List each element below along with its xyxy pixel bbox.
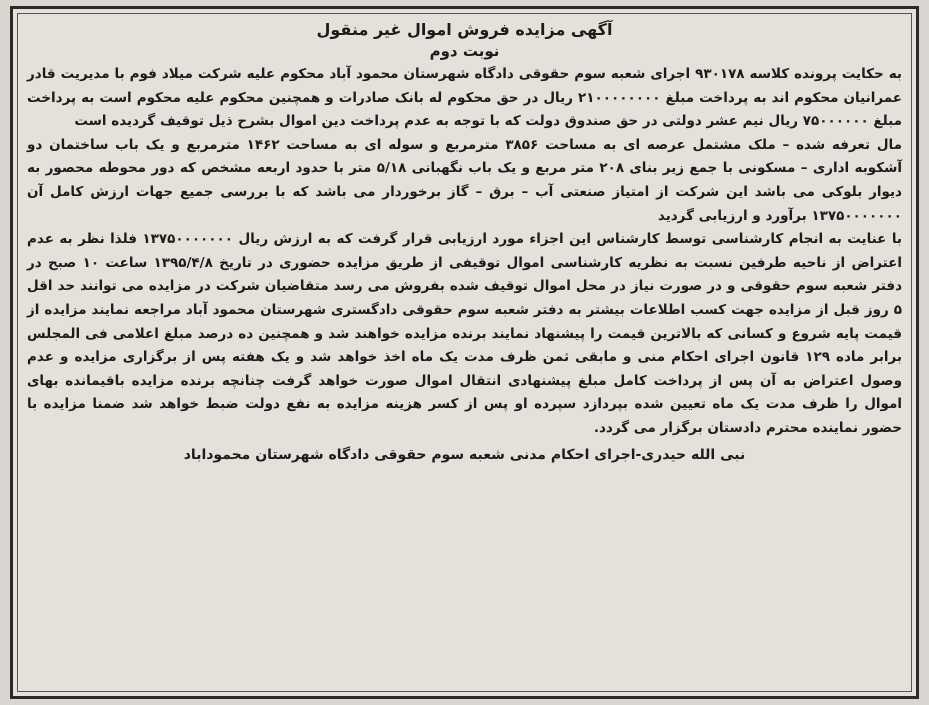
notice-subtitle: نوبت دوم	[429, 42, 500, 60]
auction-notice	[10, 6, 919, 699]
case-paragraph: به حکایت پرونده کلاسه ۹۳۰۱۷۸ اجرای شعبه سوم حقوقی دادگاه شهرستان محمود آباد محکوم علیه شرکت میلاد فوم با مدیریت قادر عمرانیان محکوم اند به پرداخت مبلغ ۲۱۰۰۰۰۰۰۰۰ ریال در حق محکوم له بانک صادرات و همچنین محکوم علیه محکوم است به پرداخت مبلغ ۷۵۰۰۰۰۰۰ ریال نیم عشر دولتی در حق صندوق دولت که با توجه به عدم پرداخت دین اموال بشرح ذیل توقیف گردیده است	[27, 66, 902, 130]
property-paragraph: مال تعرفه شده – ملک مشتمل عرصه ای به مساحت ۳۸۵۶ مترمربع و سوله ای به مساحت ۱۴۶۲ مترمربع و یک باب ساختمان دو آشکوبه اداری – مسکونی با جمع زیر بنای ۲۰۸ متر مربع و یک باب نگهبانی ۵/۱۸ متر با حدود اربعه مشخص که دور محوطه محصور به دیوار بلوکی می باشد این شرکت از امتیاز صنعتی آب – برق – گاز برخوردار می باشد که با بررسی جمیع جهات ارزش کامل آن ۱۳۷۵۰۰۰۰۰۰۰ برآورد و ارزیابی گردید	[27, 136, 902, 224]
signature: نبی الله حیدری-اجرای احکام مدنی شعبه سوم حقوقی دادگاه شهرستان محموداباد	[183, 446, 746, 463]
auction-terms-paragraph: با عنایت به انجام کارشناسی توسط کارشناس این اجزاء مورد ارزیابی قرار گرفت که به ارزش ریال ۱۳۷۵۰۰۰۰۰۰۰ فلذا نظر به عدم اعتراض از ناحیه طرفین نسبت به نظریه کارشناسی اموال توقیفی از طریق مزایده حضوری در تاریخ ۱۳۹۵/۴/۸ ساعت ۱۰ صبح در دفتر شعبه سوم حقوقی و در صورت نیاز در محل اموال توقیف شده بفروش می رسد متقاضیان شرکت در مزایده می توانند حد اقل ۵ روز قبل از مزایده جهت کسب اطلاعات بیشتر به دفتر شعبه سوم حقوقی دادگستری شهرستان محمود آباد مراجعه نمایند مزایده از قیمت پایه شروع و کسانی که بالاترین قیمت را پیشنهاد نمایند برنده مزایده خواهند شد و همچنین ده درصد مبلغ اعلامی فی المجلس برابر ماده ۱۲۹ قانون اجرای احکام منی و مابقی ثمن ظرف مدت یک ماه اخذ خواهد شد و یک هفته پس از برگزاری مزایده و عدم وصول اعتراض به آن پس از پرداخت کامل مبلغ پیشنهادی انتقال اموال صورت خواهد گرفت چنانچه برنده مزایده باقیمانده بهای اموال را ظرف مدت یک ماه تعیین شده بپردازد سپرده او پس از کسر هزینه مزایده به نفع دولت ضبط خواهد شد ضمنا مزایده با حضور نماینده محترم دادستان برگزار می گردد.	[27, 231, 903, 436]
notice-title: آگهی مزایده فروش اموال غیر منقول	[316, 20, 613, 39]
